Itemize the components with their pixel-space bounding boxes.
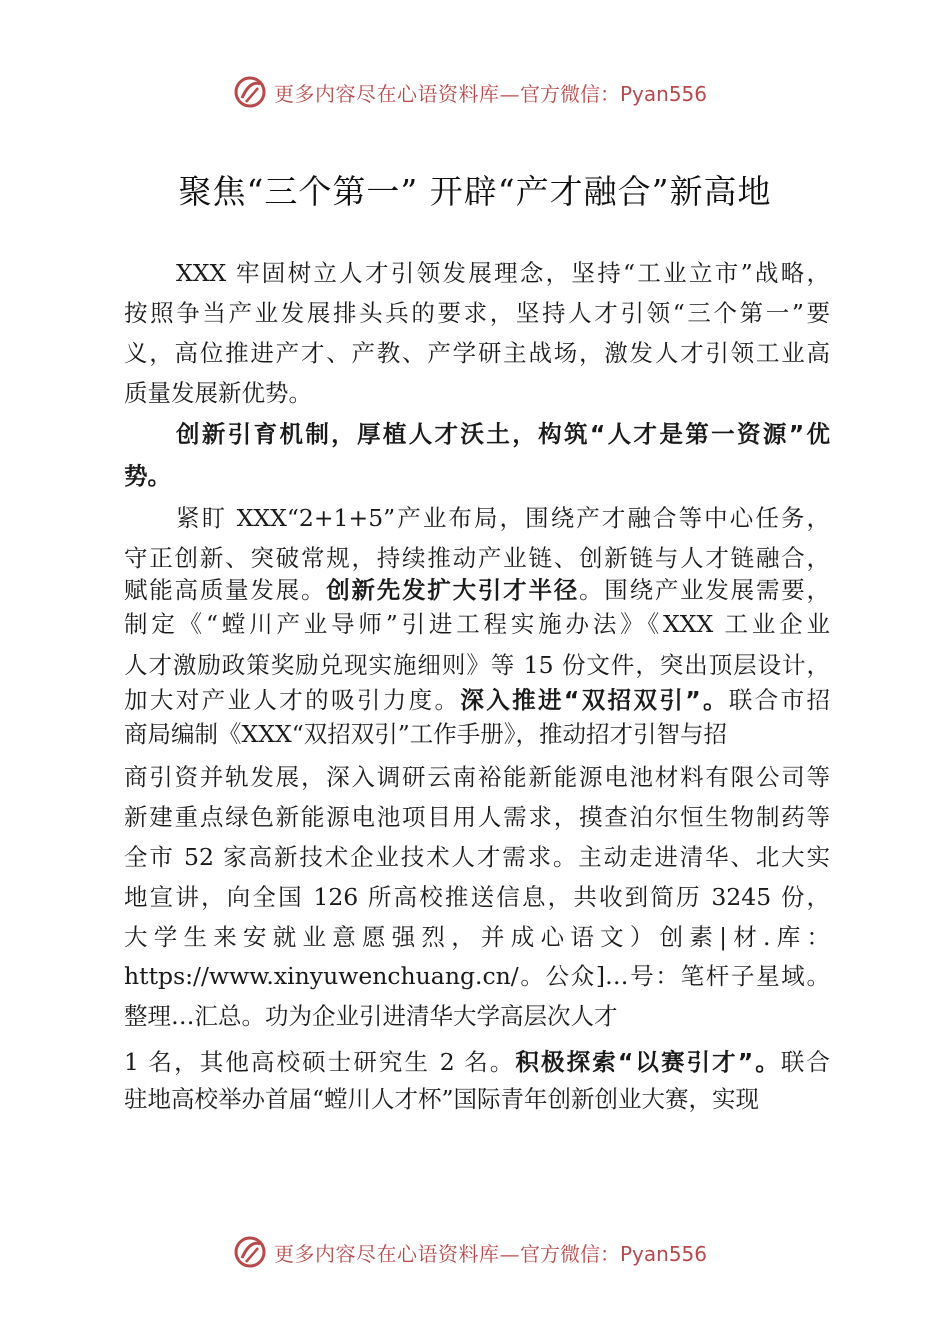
body-line: 地宣讲，向全国 126 所高校推送信息，共收到简历 3245 份， <box>124 883 830 911</box>
body-line: 商局编制《XXX“双招双引”工作手册》，推动招才引智与招 <box>124 720 727 748</box>
body-line: 紧盯 XXX“2+1+5”产业布局，围绕产才融合等中心任务， <box>176 504 830 532</box>
body-line: 按照争当产业发展排头兵的要求，坚持人才引领“三个第一”要 <box>124 299 830 327</box>
watermark-site-text: 更多内容尽在心语资料库— <box>274 81 520 106</box>
body-line: 1 名，其他高校硕士研究生 2 名。积极探索“以赛引才”。联合 <box>124 1048 831 1076</box>
body-line: 赋能高质量发展。创新先发扩大引才半径。围绕产业发展需要， <box>124 576 831 604</box>
body-line: 加大对产业人才的吸引力度。深入推进“双招双引”。联合市招 <box>124 686 831 714</box>
body-line: 驻地高校举办首届“螳川人才杯”国际青年创新创业大赛，实现 <box>124 1085 760 1113</box>
body-line: 义，高位推进产才、产教、产学研主战场，激发人才引领工业高 <box>124 339 830 367</box>
body-line: 质量发展新优势。 <box>124 379 312 407</box>
body-line: https://www.xinyuwenchuang.cn/。公众]…号：笔杆子星域。 <box>124 962 830 990</box>
watermark-site-text: 更多内容尽在心语资料库— <box>274 1241 520 1266</box>
body-line: XXX 牢固树立人才引领发展理念，坚持“工业立市”战略， <box>176 259 830 287</box>
body-line: 大学生来安就业意愿强烈，并成心语文）创素|材.库： <box>124 923 830 951</box>
body-line: 新建重点绿色新能源电池项目用人需求，摸查泊尔恒生物制药等 <box>124 803 830 831</box>
bold-phrase: 积极探索“以赛引才”。 <box>515 1048 781 1076</box>
watermark-wechat-text: 官方微信：Pyan556 <box>520 1241 708 1266</box>
footer-watermark <box>232 1232 732 1272</box>
logo-icon <box>232 1234 268 1270</box>
header-watermark <box>232 72 732 112</box>
watermark-wechat-text: 官方微信：Pyan556 <box>520 81 708 106</box>
bold-phrase: 创新先发扩大引才半径 <box>326 576 580 604</box>
section-heading: 创新引育机制，厚植人才沃土，构筑“人才是第一资源”优 <box>176 420 830 448</box>
section-heading: 势。 <box>124 462 171 490</box>
body-line: 商引资并轨发展，深入调研云南裕能新能源电池材料有限公司等 <box>124 763 830 791</box>
bold-phrase: 深入推进“双招双引”。 <box>460 686 729 714</box>
body-line: 整理…汇总。功为企业引进清华大学高层次人才 <box>124 1002 618 1030</box>
body-line: 守正创新、突破常规，持续推动产业链、创新链与人才链融合， <box>124 544 830 572</box>
body-line: 人才激励政策奖励兑现实施细则》等 15 份文件，突出顶层设计， <box>124 651 830 679</box>
logo-icon <box>232 74 268 110</box>
document-title: 聚焦“三个第一” 开辟“产才融合”新高地 <box>178 172 772 211</box>
body-line: 制定《“螳川产业导师”引进工程实施办法》《XXX 工业企业 <box>124 610 830 638</box>
body-line: 全市 52 家高新技术企业技术人才需求。主动走进清华、北大实 <box>124 843 830 871</box>
